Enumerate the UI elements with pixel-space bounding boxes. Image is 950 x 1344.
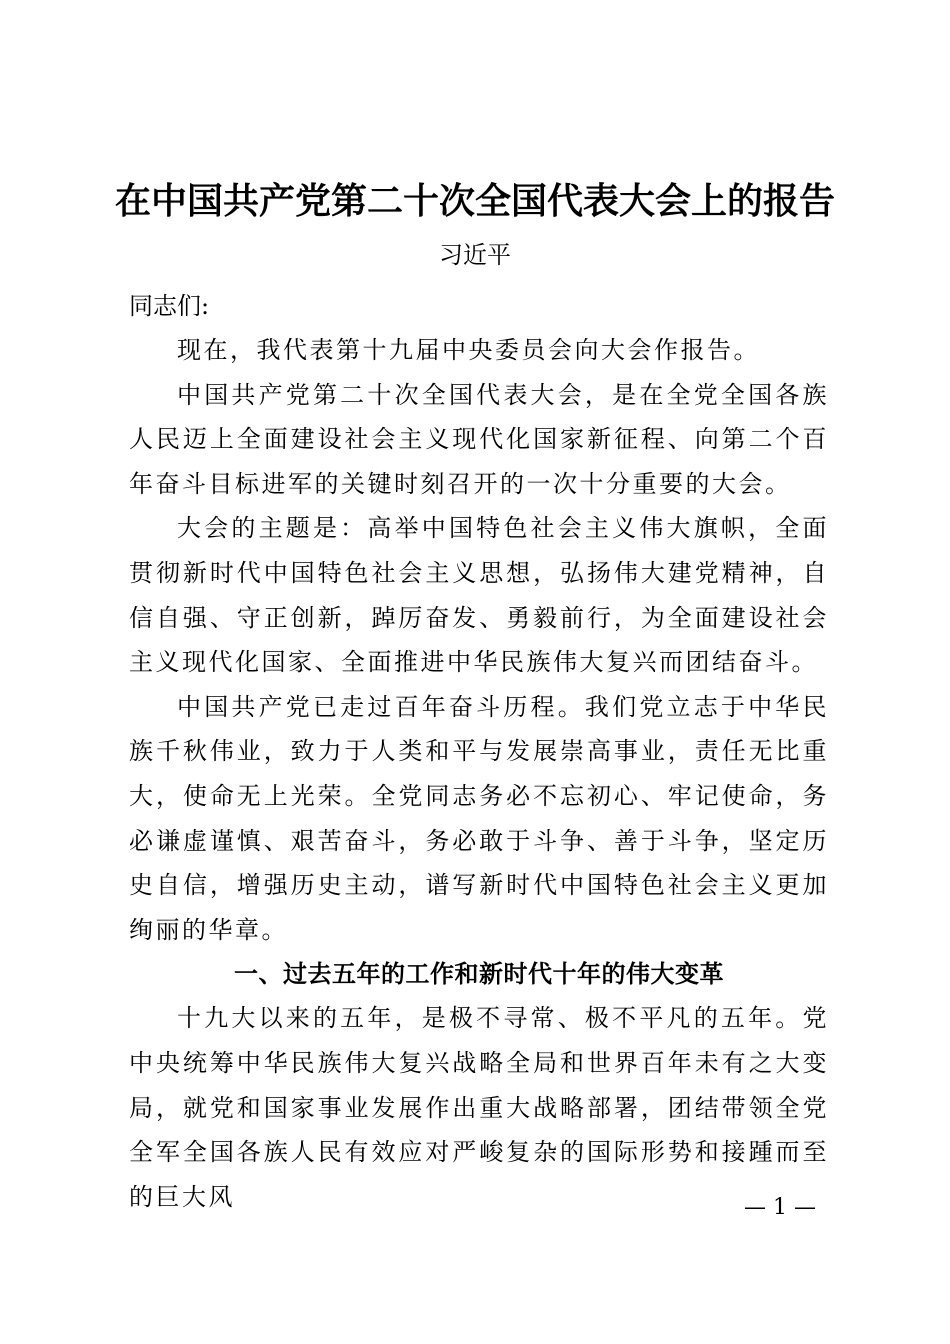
paragraph: 中国共产党已走过百年奋斗历程。我们党立志于中华民族千秋伟业，致力于人类和平与发展崇高事业，责任无比重大，使命无上光荣。全党同志务必不忘初心、牢记使命，务必谦虚谨慎、艰苦奋斗，务必敢于斗争、善于斗争，坚定历史自信，增强历史主动，谱写新时代中国特色社会主义更加绚丽的华章。: [129, 692, 829, 944]
document-author: 习近平: [439, 241, 511, 269]
page-number: — 1 —: [744, 1195, 816, 1220]
document-title: 在中国共产党第二十次全国代表大会上的报告: [114, 181, 835, 222]
paragraph: 现在，我代表第十九届中央委员会向大会作报告。: [177, 336, 760, 364]
document-body: [129, 284, 829, 1219]
paragraph: 大会的主题是：高举中国特色社会主义伟大旗帜，全面贯彻新时代中国特色社会主义思想，弘扬伟大建党精神，自信自强、守正创新，踔厉奋发、勇毅前行，为全面建设社会主义现代化国家、全面推进中华民族伟大复兴而团结奋斗。: [129, 514, 829, 677]
salutation: 同志们:: [129, 292, 210, 320]
paragraph: 十九大以来的五年，是极不寻常、极不平凡的五年。党中央统筹中华民族伟大复兴战略全局和世界百年未有之大变局，就党和国家事业发展作出重大战略部署，团结带领全党全军全国各族人民有效应对严峻复杂的国际形势和接踵而至的巨大风: [129, 1004, 829, 1211]
paragraph: 中国共产党第二十次全国代表大会，是在全党全国各族人民迈上全面建设社会主义现代化国家新征程、向第二个百年奋斗目标进军的关键时刻召开的一次十分重要的大会。: [129, 380, 829, 498]
section-heading: 一、过去五年的工作和新时代十年的伟大变革: [234, 960, 724, 989]
